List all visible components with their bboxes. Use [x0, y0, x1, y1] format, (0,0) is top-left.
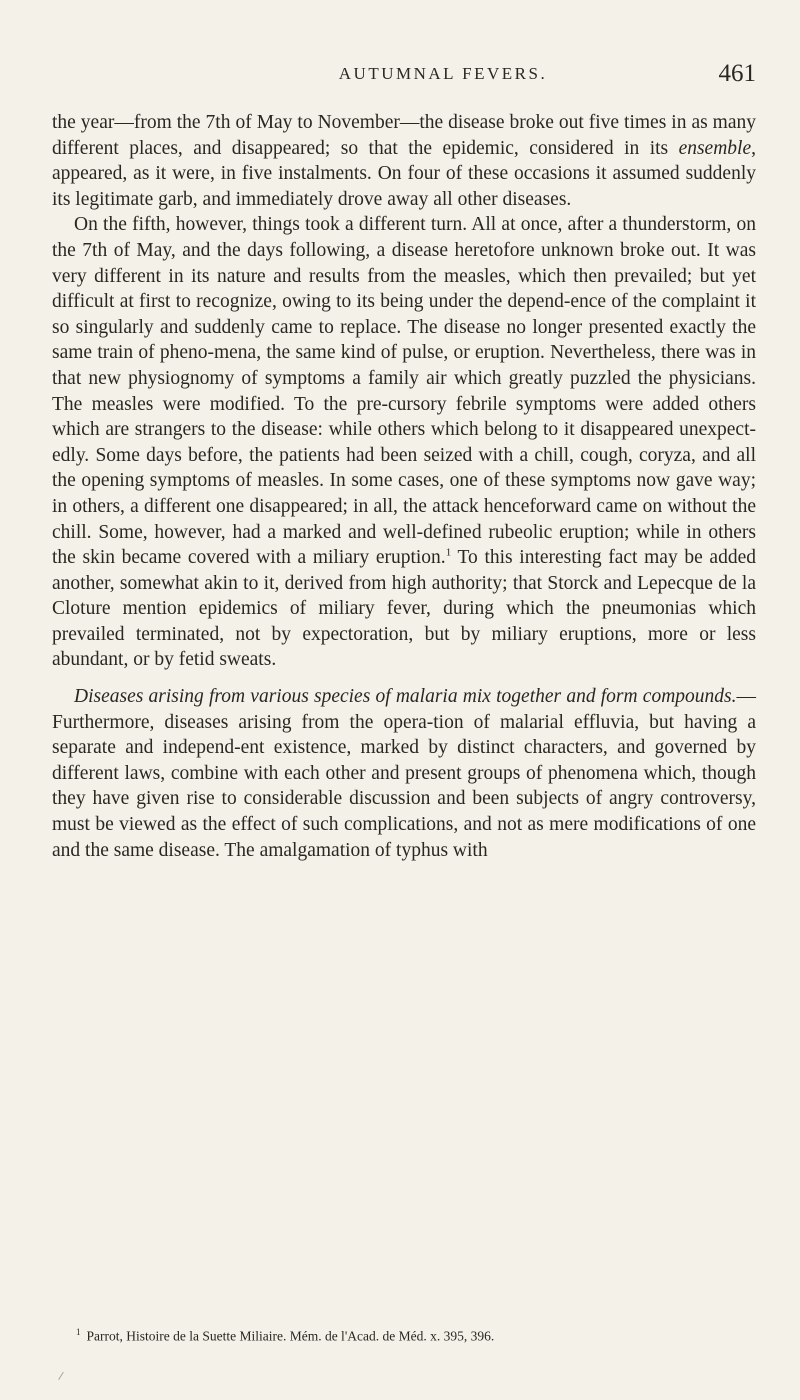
footnote-mark: 1	[76, 1327, 81, 1337]
paragraph-text: —Furthermore, diseases arising from the opera-tion of malarial effluvia, but having a separate and independ-ent existence, marked by distinct characters, and governed by different laws, combine with each other and present groups of phenomena which, though they have given rise to considerable discussion and been subjects of angry controversy, must be viewed as the effect of such complications, and not as mere modifications of one and the same disease. The amalgamation of typhus with	[52, 686, 756, 861]
paragraph-text: , appeared, as it were, in five instalments. On four of these occasions it assumed suddenly its legitimate garb, and immediately drove away all other diseases.	[52, 137, 756, 210]
running-title: AUTUMNAL FEVERS.	[338, 64, 548, 83]
paragraph-text: the year—from the 7th of May to November—the disease broke out five times in as many different places, and disappeared; so that the epidemic, considered in its	[52, 112, 756, 159]
section-heading: Diseases arising from various species of malaria mix together and form compounds.	[74, 686, 737, 708]
paragraph-text: On the fifth, however, things took a different turn. All at once, after a thunderstorm, on the 7th of May, and the days following, a disease heretofore unknown broke out. It was very different in its nature and results from the measles, which then prevailed; but yet difficult at first to recognize, owing to its being under the depend-ence of the complaint it so singularly and suddenly came to replace. The disease no longer presented exactly the same train of pheno-mena, the same kind of pulse, or eruption. Nevertheless, there was in that new physiognomy of symptoms a family air which greatly puzzled the physicians. The measles were modified. To the pre-cursory febrile symptoms were added others which are strangers to the disease: while others which belong to it disappeared unexpect-edly. Some days before, the patients had been seized with a chill, cough, coryza, and all the opening symptoms of measles. In some cases, one of these symptoms now gave way; in others, a different one disappeared; in all, the attack henceforward came on without the chill. Some, however, had a marked and well-defined rubeolic eruption; while in others the skin became covered with a miliary eruption.	[52, 214, 756, 569]
stray-pencil-mark	[58, 1372, 69, 1383]
paragraph-compounds	[52, 684, 756, 863]
footnote-reference: 1	[445, 546, 452, 559]
footnote-text: Parrot, Histoire de la Suette Miliaire. Mém. de l'Acad. de Méd. x. 395, 396.	[86, 1328, 495, 1344]
page-number: 461	[718, 60, 756, 87]
paragraph-fifth-outbreak	[52, 212, 756, 673]
footnote	[76, 1324, 756, 1345]
body-text	[52, 110, 756, 863]
paragraph-continuation	[52, 110, 756, 212]
paragraph-text: To this interesting fact may be added another, somewhat akin to it, derived from high authority; that Storck and Lepecque de la Cloture mention epidemics of miliary fever, during which the pneumonias which prevailed terminated, not by expectoration, but by miliary eruptions, more or less abundant, or by fetid sweats.	[52, 547, 756, 671]
running-head	[130, 60, 756, 94]
italic-term-ensemble: ensemble	[678, 137, 752, 159]
